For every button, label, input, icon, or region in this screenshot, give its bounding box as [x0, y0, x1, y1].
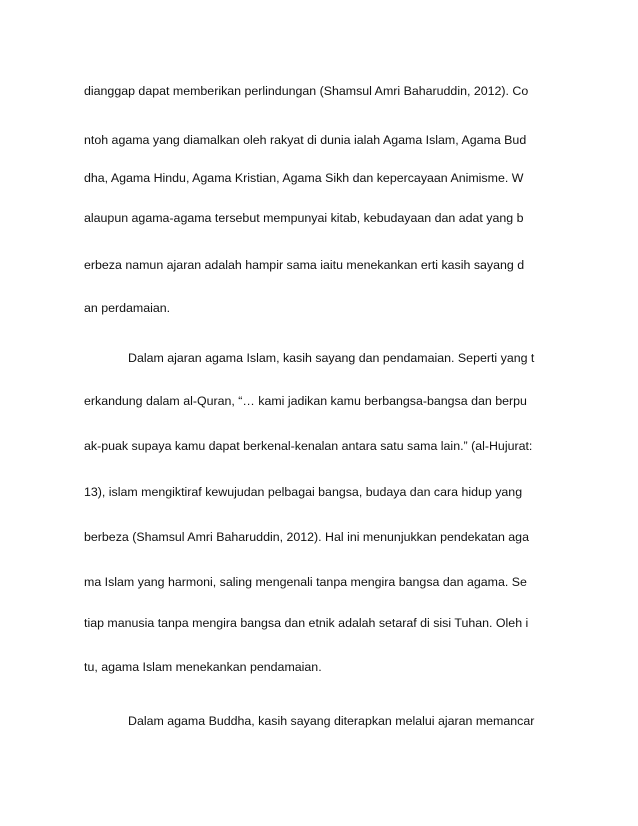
text-line: Dalam agama Buddha, kasih sayang diterapkan melalui ajaran memancar [128, 714, 535, 728]
text-line: ntoh agama yang diamalkan oleh rakyat di dunia ialah Agama Islam, Agama Bud [84, 133, 527, 147]
text-line: 13), islam mengiktiraf kewujudan pelbagai bangsa, budaya dan cara hidup yang [84, 485, 523, 499]
text-line: erbeza namun ajaran adalah hampir sama iaitu menekankan erti kasih sayang d [84, 258, 525, 272]
text-line: tu, agama Islam menekankan pendamaian. [84, 660, 322, 674]
text-line: alaupun agama-agama tersebut mempunyai kitab, kebudayaan dan adat yang b [84, 211, 524, 225]
text-line: ak-puak supaya kamu dapat berkenal-kenalan antara satu sama lain.” (al-Hujurat: [84, 439, 533, 453]
text-line: ma Islam yang harmoni, saling mengenali tanpa mengira bangsa dan agama. Se [84, 575, 527, 589]
text-line: erkandung dalam al-Quran, “… kami jadikan kamu berbangsa-bangsa dan berpu [84, 394, 527, 408]
text-line: berbeza (Shamsul Amri Baharuddin, 2012). Hal ini menunjukkan pendekatan aga [84, 530, 529, 544]
text-line: an perdamaian. [84, 301, 171, 315]
text-line: dha, Agama Hindu, Agama Kristian, Agama Sikh dan kepercayaan Animisme. W [84, 171, 524, 185]
text-line: tiap manusia tanpa mengira bangsa dan etnik adalah setaraf di sisi Tuhan. Oleh i [84, 616, 529, 630]
text-line: Dalam ajaran agama Islam, kasih sayang dan pendamaian. Seperti yang t [128, 351, 535, 365]
text-line: dianggap dapat memberikan perlindungan (Shamsul Amri Baharuddin, 2012). Co [84, 84, 529, 98]
